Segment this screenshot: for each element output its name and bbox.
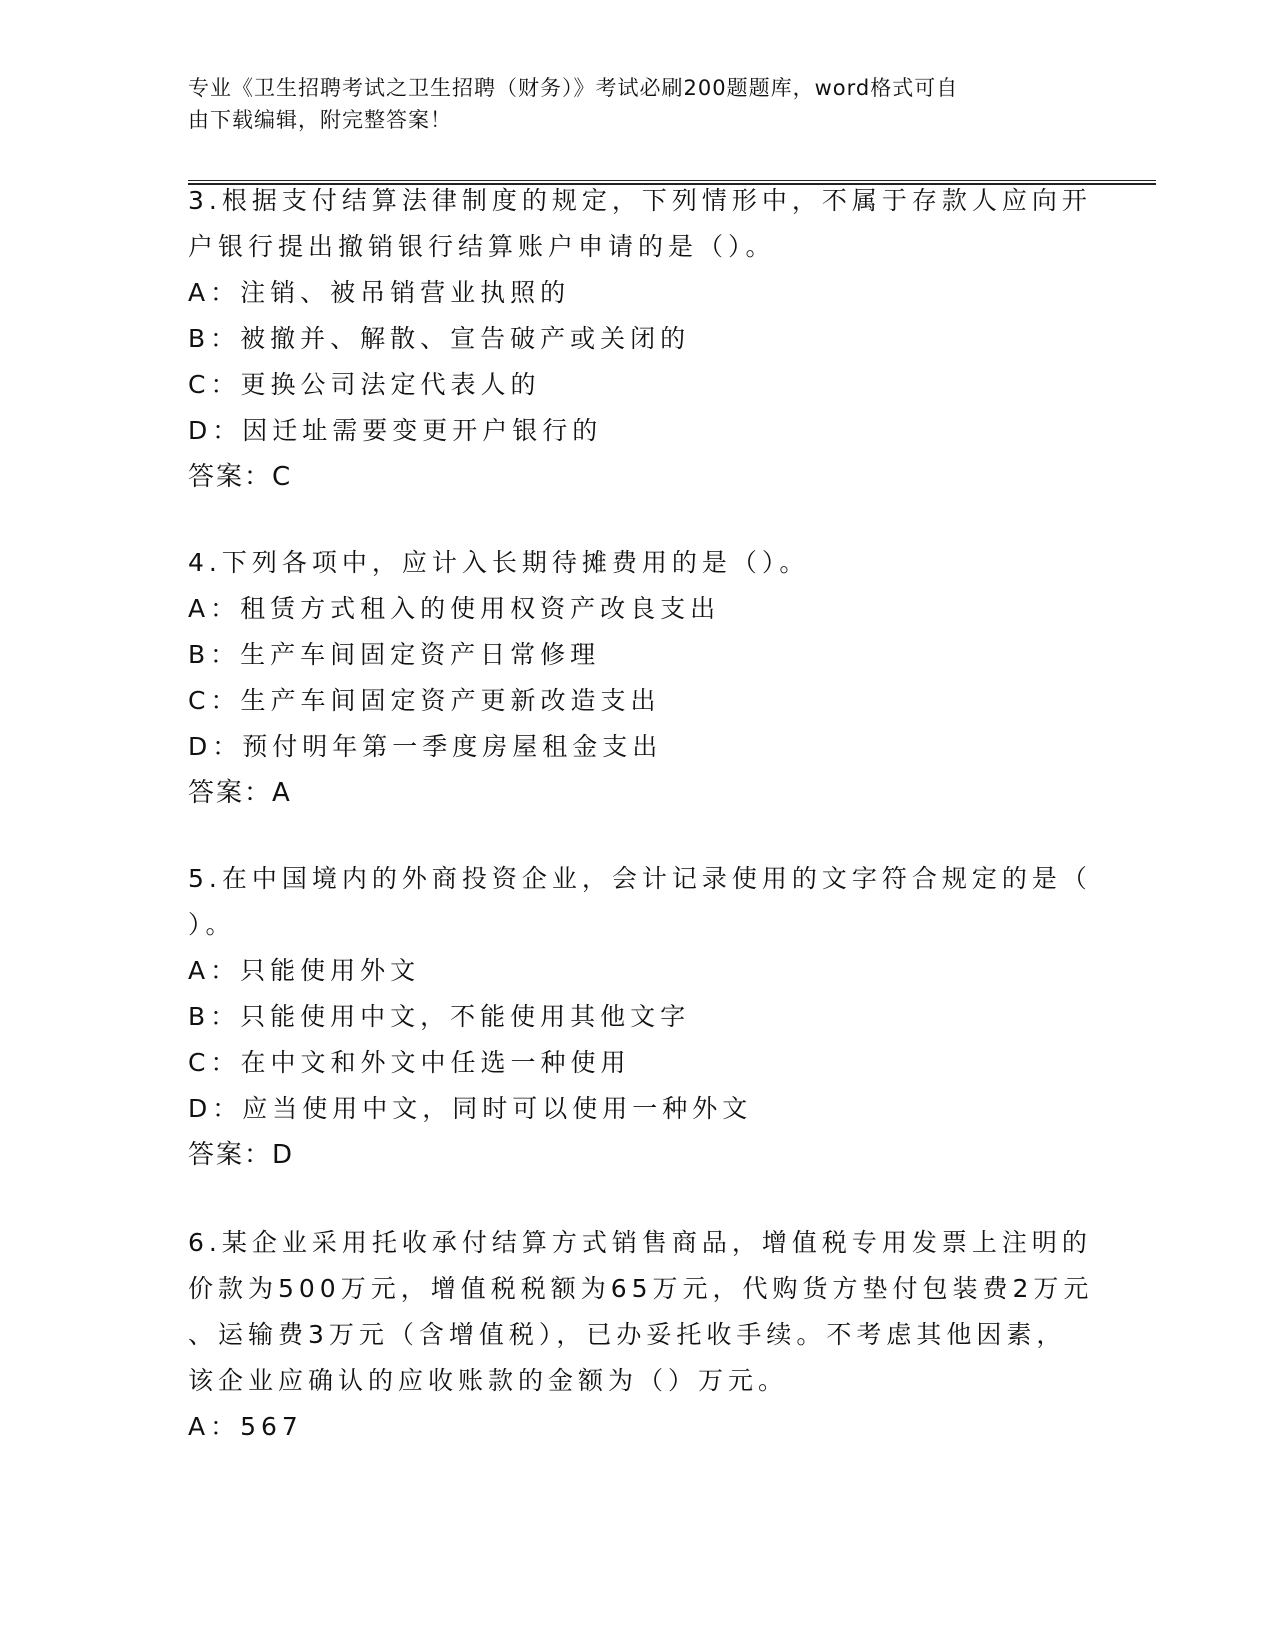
option-b: B：生产车间固定资产日常修理 xyxy=(188,640,601,669)
question-text-line: 4.下列各项中，应计入长期待摊费用的是（）。 xyxy=(188,548,810,577)
question-text-line: 、运输费3万元（含增值税），已办妥托收手续。不考虑其他因素， xyxy=(188,1320,1067,1349)
question-3 xyxy=(188,178,1092,500)
option-b: B：被撤并、解散、宣告破产或关闭的 xyxy=(188,324,691,353)
answer: 答案：A xyxy=(188,778,292,808)
question-text-line: 户银行提出撤销银行结算账户申请的是（）。 xyxy=(188,232,776,261)
question-4 xyxy=(188,540,1088,816)
option-a: A：注销、被吊销营业执照的 xyxy=(188,278,571,307)
option-c: C：在中文和外文中任选一种使用 xyxy=(188,1048,631,1077)
option-d: D：因迁址需要变更开户银行的 xyxy=(188,416,603,445)
question-text-line: 该企业应确认的应收账款的金额为（）万元。 xyxy=(188,1366,789,1395)
header-line-2: 由下载编辑，附完整答案！ xyxy=(188,108,452,132)
question-text-line: 3.根据支付结算法律制度的规定，下列情形中，不属于存款人应向开 xyxy=(188,186,1092,215)
option-a: A：567 xyxy=(188,1412,303,1441)
option-c: C：生产车间固定资产更新改造支出 xyxy=(188,686,661,715)
question-5 xyxy=(188,856,1092,1178)
answer: 答案：C xyxy=(188,462,293,492)
question-text-line: ）。 xyxy=(188,910,236,939)
option-a: A：只能使用外文 xyxy=(188,956,421,985)
question-text-line: 5.在中国境内的外商投资企业，会计记录使用的文字符合规定的是（ xyxy=(188,864,1092,893)
option-d: D：应当使用中文，同时可以使用一种外文 xyxy=(188,1094,753,1123)
question-text-line: 价款为500万元，增值税税额为65万元，代购货方垫付包装费2万元 xyxy=(188,1274,1094,1303)
header-line-1: 专业《卫生招聘考试之卫生招聘（财务）》考试必刷200题题库，word格式可自 xyxy=(188,76,959,100)
option-a: A：租赁方式租入的使用权资产改良支出 xyxy=(188,594,721,623)
answer: 答案：D xyxy=(188,1140,295,1170)
question-text-line: 6.某企业采用托收承付结算方式销售商品，增值税专用发票上注明的 xyxy=(188,1228,1092,1257)
option-b: B：只能使用中文，不能使用其他文字 xyxy=(188,1002,691,1031)
document-header xyxy=(188,72,1068,136)
option-d: D：预付明年第一季度房屋租金支出 xyxy=(188,732,663,761)
question-6 xyxy=(188,1220,1094,1450)
option-c: C：更换公司法定代表人的 xyxy=(188,370,541,399)
